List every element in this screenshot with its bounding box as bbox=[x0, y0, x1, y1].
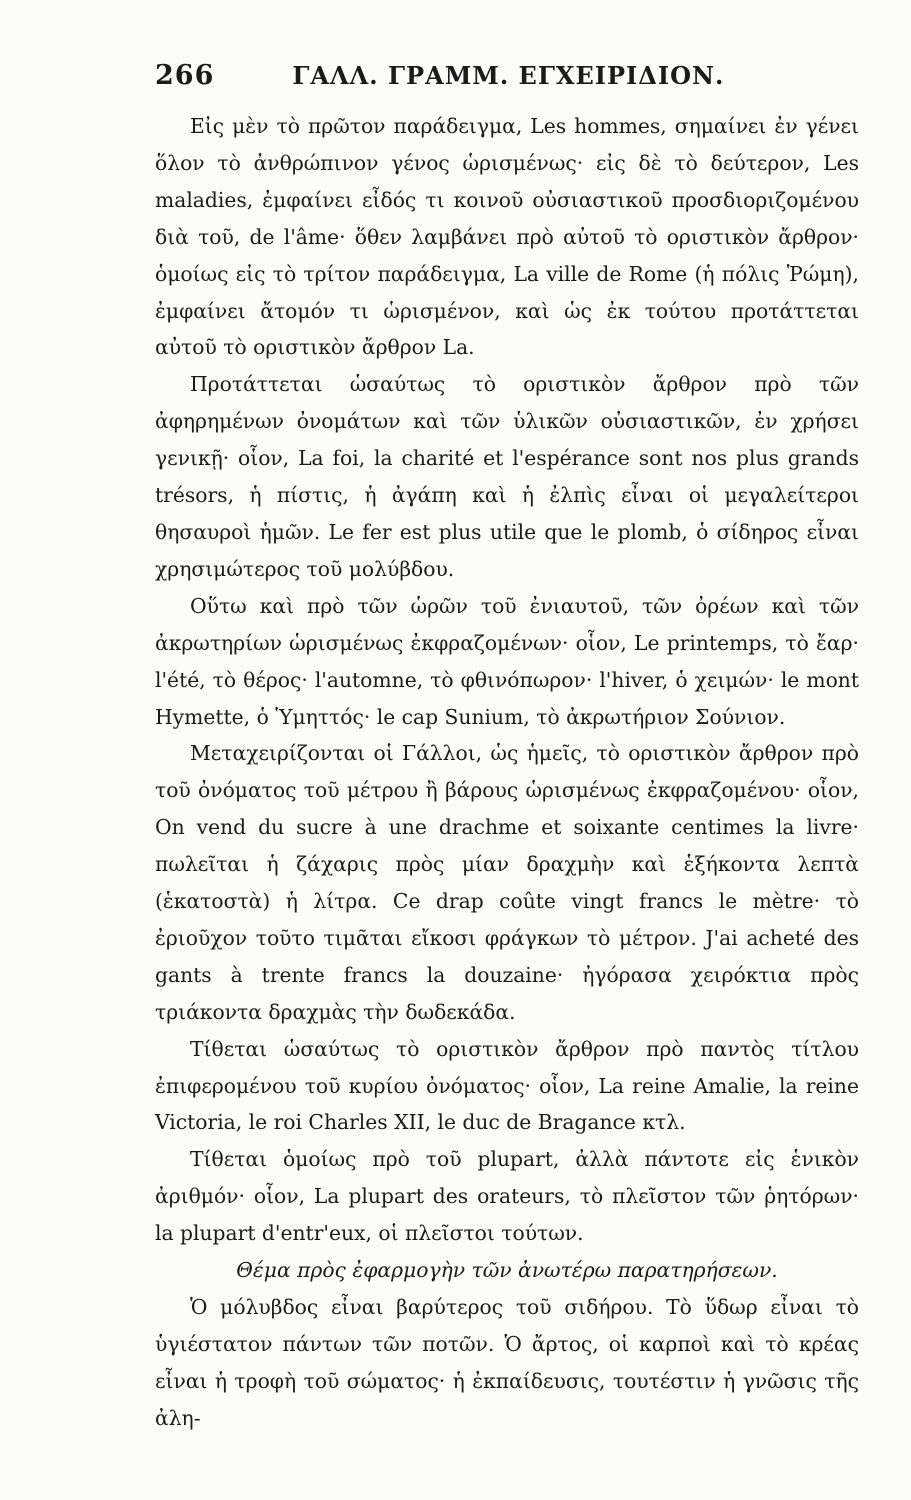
running-title: ΓΑΛΛ. ΓΡΑΜΜ. ΕΓΧΕΙΡΙΔΙΟΝ. bbox=[292, 61, 725, 90]
exercise-text: Ὁ μόλυβδος εἶναι βαρύτερος τοῦ σιδήρου. Τὸ ὕδωρ εἶναι τὸ ὑγιέστατον πάντων τῶν ποτῶν. Ὁ ἄρτος, οἱ καρποὶ καὶ τὸ κρέας εἶναι ἡ τροφὴ τοῦ σώματος· ἡ ἐκπαίδευσις, τουτέστιν ἡ γνῶσις τῆς ἀλη- bbox=[155, 1295, 859, 1430]
paragraph-6: Τίθεται ὁμοίως πρὸ τοῦ plupart, ἀλλὰ πάντοτε εἰς ἑνικὸν ἀριθμόν· οἷον, La plupart des orateurs, τὸ πλεῖστον τῶν ῥητόρων· la plupart d'entr'eux, οἱ πλεῖστοι τούτων. bbox=[155, 1147, 859, 1246]
page-header bbox=[155, 60, 851, 100]
page-number: 266 bbox=[155, 60, 215, 91]
paragraph-4: Μεταχειρίζονται οἱ Γάλλοι, ὡς ἡμεῖς, τὸ οριστικὸν ἄρθρον πρὸ τοῦ ὀνόματος τοῦ μέτρου ἢ βάρους ὡρισμένως ἐκφραζομένου· οἷον, On vend du sucre à une drachme et soixante centimes la livre· πωλεῖται ἡ ζάχαρις πρὸς μίαν δραχμὴν καὶ ἑξήκοντα λεπτὰ (ἑκατοστὰ) ἡ λίτρα. Ce drap coûte vingt francs le mètre· τὸ ἐριοῦχον τοῦτο τιμᾶται εἴκοσι φράγκων τὸ μέτρον. J'ai acheté des gants à trente francs la douzaine· ἠγόρασα χειρόκτια πρὸς τριάκοντα δραχμὰς τὴν δωδεκάδα. bbox=[155, 741, 859, 1024]
exercise-heading: Θέμα πρὸς ἐφαρμογὴν τῶν ἀνωτέρω παρατηρήσεων. bbox=[236, 1258, 778, 1283]
paragraph-2: Προτάττεται ὡσαύτως τὸ οριστικὸν ἄρθρον πρὸ τῶν ἀφηρημένων ὀνομάτων καὶ τῶν ὑλικῶν οὐσιαστικῶν, ἐν χρήσει γενικῇ· οἷον, La foi, la charité et l'espérance sont nos plus grands trésors, ἡ πίστις, ἡ ἀγάπη καὶ ἡ ἐλπὶς εἶναι οἱ μεγαλείτεροι θησαυροὶ ἡμῶν. Le fer est plus utile que le plomb, ὁ σίδηρος εἶναι χρησιμώτερος τοῦ μολύβδου. bbox=[155, 372, 859, 581]
body-text bbox=[155, 108, 859, 1437]
paragraph-1: Εἰς μὲν τὸ πρῶτον παράδειγμα, Les hommes, σημαίνει ἐν γένει ὅλον τὸ ἀνθρώπινον γένος ὡρισμένως· εἰς δὲ τὸ δεύτερον, Les maladies, ἐμφαίνει εἶδός τι κοινοῦ οὐσιαστικοῦ προσδιοριζομένου διὰ τοῦ, de l'âme· ὅθεν λαμβάνει πρὸ αὐτοῦ τὸ οριστικὸν ἄρθρον· ὁμοίως εἰς τὸ τρίτον παράδειγμα, La ville de Rome (ἡ πόλις Ῥώμη), ἐμφαίνει ἄτομόν τι ὡρισμένον, καὶ ὡς ἐκ τούτου προτάττεται αὐτοῦ τὸ οριστικὸν ἄρθρον La. bbox=[155, 114, 859, 360]
paragraph-3: Οὕτω καὶ πρὸ τῶν ὡρῶν τοῦ ἐνιαυτοῦ, τῶν ὀρέων καὶ τῶν ἀκρωτηρίων ὡρισμένως ἐκφραζομένων· οἷον, Le printemps, τὸ ἔαρ· l'été, τὸ θέρος· l'automne, τὸ φθινόπωρον· l'hiver, ὁ χειμών· le mont Hymette, ὁ Ὑμηττός· le cap Sunium, τὸ ἀκρωτήριον Σούνιον. bbox=[155, 593, 859, 729]
paragraph-5: Τίθεται ὡσαύτως τὸ οριστικὸν ἄρθρον πρὸ παντὸς τίτλου ἐπιφερομένου τοῦ κυρίου ὀνόματος· οἷον, La reine Amalie, la reine Victoria, le roi Charles XII, le duc de Bragance κτλ. bbox=[155, 1036, 859, 1135]
